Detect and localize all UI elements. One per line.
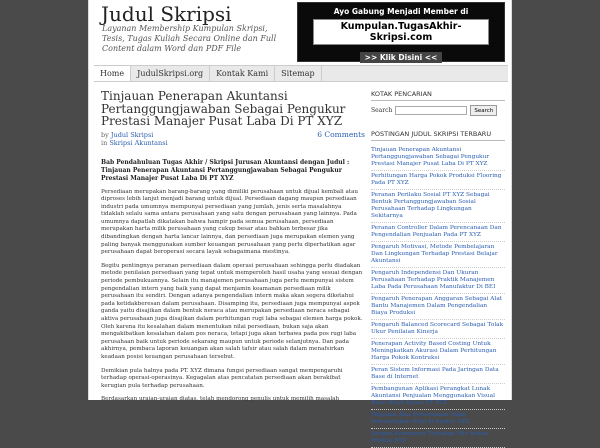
recent-posts-widget: [371, 130, 505, 448]
recent-post-link[interactable]: Pengaruh Motivasi, Metode Pembelajaran Dan Lingkungan Terhadap Prestasi Belajar Akuntansi: [371, 242, 505, 268]
recent-post-link[interactable]: Peranan Perilaku Sosial PT XYZ Sebagai Bentuk Pertanggungjawaban Sosial Perusahaan Terhadap Lingkungan Sekitarnya: [371, 190, 505, 223]
site-header: [89, 0, 511, 64]
meta-in-label: in: [101, 138, 108, 147]
search-widget: [371, 90, 505, 116]
category-link[interactable]: Skripsi Akuntansi: [109, 138, 168, 147]
recent-post-link[interactable]: Respon Konsumen Terhadap Mie Instan Produk XYZ: [371, 429, 505, 448]
search-input[interactable]: [395, 106, 467, 115]
meta-by-label: by: [101, 130, 109, 139]
banner-cta[interactable]: >> Klik Disini <<: [360, 52, 443, 63]
nav-item-sitemap[interactable]: Sitemap: [275, 66, 321, 81]
recent-post-link[interactable]: Perhitungan Harga Pokok Produksi Flooring Pada PT XYZ: [371, 171, 505, 190]
post-paragraph: Persediaan merupakan barang-barang yang dimiliki perusahaan untuk dijual kembali atau diproses lebih lanjut menjadi barang untuk dijual. Persediaan dagang maupun persediaan industri pada umumnya mempunyai persediaan yang jumlah, jenis serta masalahnya tidaklah selalu sama antara perusahaan yang satu dengan perusahaan yang lainnya. Pada umumnya dapatlah dikatakan bahwa hampir pada semua perusahaan, persediaan merupakan harta milik perusahaan yang cukup besar atau bahkan terbesar jika dibandingkan dengan harta lancar lainnya, dan persediaan juga merupakan elemen yang paling banyak menggunakan sumber keuangan perusahaan yang perlu diperhatikan agar perusahaan dapat beroperasi secara layak sebagaimana mestinya.: [101, 188, 359, 256]
post-intro: Bab Pendahuluan Tugas Akhir / Skripsi Jurusan Akuntansi dengan Judul : Tinjauan Penerapan Akuntansi Pertanggungjawaban Sebagai Pengukur Prestasi Manajer Pusat Laba Di PT XYZ: [101, 158, 350, 182]
comments-link[interactable]: 6 Comments: [317, 129, 365, 139]
search-widget-title: KOTAK PENCARIAN: [371, 90, 505, 101]
recent-posts-list: [371, 145, 505, 448]
post-title[interactable]: Tinjauan Penerapan Akuntansi Pertanggungjawaban Sebagai Pengukur Prestasi Manajer Pusat Laba Di PT XYZ: [101, 89, 346, 128]
post-paragraph: Begitu pentingnya peranan persediaan dalam operasi perusahaan sehingga perlu diadakan metode penilaian persediaan yang tepat untuk memperoleh hasil usaha yang sesuai dengan periode pembukuannya. Selain itu manajemen perusahaan juga perlu mempunyai sistem pengendalian intern yang baik yang dapat menjamin keamanan persediaan milik perusahaan itu sendiri. Dengan adanya pengendalian intern maka akan segera diketahui pada ketidakberesan dalam perusahaan. Disamping itu, persediaan juga mempunyai aspek ganda yaitu disajikan dalam bentuk neraca atau merupakan persediaan neraca sebagai aktiva perusahaan juga disajikan dalam perhitungan rugi laba sebagai elemen harga pokok. Oleh karena itu kesalahan dalam menentukan nilai persediaan, bukan saja akan mengakibatkan kesalahan dalam pos neraca, tetapi juga akan terbawa pada pos rugi laba perusahaan baik untuk periode sekarang maupun untuk periode selanjutnya. Dan pada akhirnya, pembaca laporan keuangan akan salah tafsir atau salah dalam menafsirkan keadaan posisi keuangan perusahaan tersebut.: [101, 262, 363, 360]
banner-site-text: Kumpulan.TugasAkhir-Skripsi.com: [313, 19, 489, 45]
recent-post-link[interactable]: Tinjauan Atas Penerimaan Pajak Pertambahan Nilai di Kantor XYZ: [371, 410, 505, 429]
sidebar: [371, 90, 505, 448]
recent-post-link[interactable]: Penerapan Activity Based Costing Untuk Meningkatkan Akurasi Dalam Perhitungan Harga Pokok Kontruksi: [371, 339, 505, 365]
page: [88, 0, 512, 444]
recent-post-link[interactable]: Peranan Controller Dalam Perencanaan Dan Pengendalian Penjualan Pada PT XYZ: [371, 223, 505, 242]
site-title[interactable]: Judul Skripsi: [101, 2, 232, 26]
recent-post-link[interactable]: Pengaruh Balanced Scorecard Sebagai Tolak Ukur Penilaian Kinerja: [371, 320, 505, 339]
recent-posts-title: POSTINGAN JUDUL SKRIPSI TERBARU: [371, 130, 505, 141]
recent-post-link[interactable]: Pengaruh Penerapan Anggaran Sebagai Alat Bantu Manajemen Dalam Pengendalian Biaya Produksi: [371, 294, 505, 320]
main-content: [101, 90, 365, 404]
post-paragraph: Berdasarkan uraian-uraian diatas, telah mendorong penulis untuk memilih masalah: [101, 396, 340, 403]
author-link[interactable]: Judul Skripsi: [110, 130, 154, 139]
nav-item-kontak[interactable]: Kontak Kami: [210, 66, 275, 81]
search-button[interactable]: Search: [470, 105, 497, 116]
membership-banner[interactable]: [297, 2, 505, 62]
nav-item-judulskripsi[interactable]: JudulSkripsi.org: [131, 66, 210, 81]
recent-post-link[interactable]: Pembangunan Aplikasi Perangkat Lunak Akuntansi Penjualan Menggunakan Visual Basic Studi Kasus PT XYZ: [371, 384, 505, 410]
search-form: [371, 105, 505, 116]
main-nav: [94, 65, 508, 82]
recent-post-link[interactable]: Pengaruh Independensi Dan Ukuran Perusahaan Terhadap Praktik Manajemen Laba Pada Perusahaan Manufaktur Di BEI: [371, 268, 505, 294]
post-paragraph: Demikian pula halnya pada PT. XYZ dimana fungsi persediaan sangat mempengaruhi terhadap operasi-operasinya. Kegagalan atas pencatatan persediaan akan berakibat kerugian pula terhadap perusahaan.: [101, 367, 343, 389]
meta-category-line: [101, 139, 365, 147]
recent-post-link[interactable]: Tinjauan Penerapan Akuntansi Pertanggungjawaban Sebagai Pengukur Prestasi Manajer Pusat Laba Di PT XYZ: [371, 145, 505, 171]
site-description: Layanan Membership Kumpulan Skripsi, Tesis, Tugas Kuliah Secara Online dan Full Content dalam Word dan PDF File: [102, 24, 277, 53]
search-label: Search: [371, 107, 393, 114]
recent-post-link[interactable]: Peran Sistem Informasi Pada Jaringan Data Base di Internet: [371, 365, 505, 384]
post-meta: [101, 131, 365, 147]
nav-item-home[interactable]: Home: [94, 66, 131, 81]
banner-top-text: Ayo Gabung Menjadi Member di: [333, 7, 469, 16]
